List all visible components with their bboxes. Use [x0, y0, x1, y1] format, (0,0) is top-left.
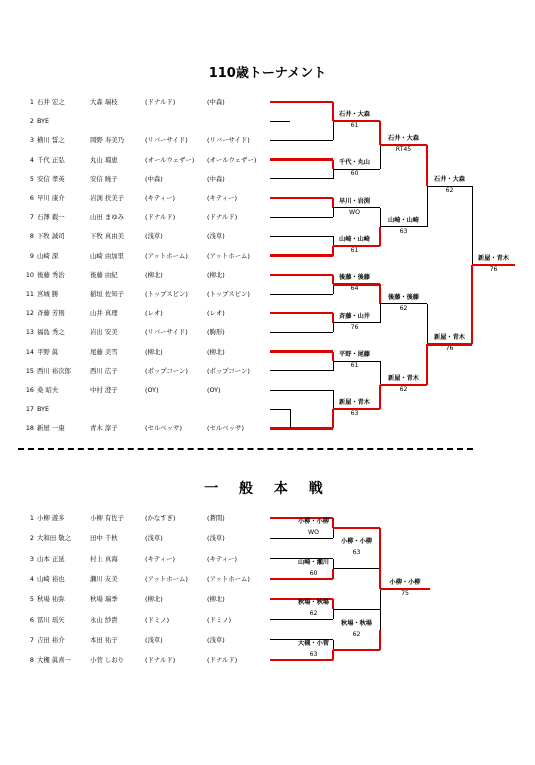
player-2-club: (ドナルド)	[207, 656, 238, 665]
bracket-line	[333, 568, 380, 569]
bracket-line	[333, 208, 334, 218]
match-winner-label: 小柳・小柳	[389, 579, 421, 587]
bracket-line	[270, 236, 333, 237]
bracket-line	[333, 207, 380, 208]
entry-number: 7	[29, 213, 34, 222]
entry-number: 18	[25, 424, 34, 433]
player-1-name: 平野 眞	[37, 347, 59, 356]
winner-bracket-line	[333, 245, 380, 248]
player-2-club: (中森)	[207, 98, 225, 106]
player-2-club: (駒形)	[207, 328, 225, 337]
entry-number: 15	[25, 366, 34, 375]
bracket-line	[333, 609, 380, 610]
entry-number: 11	[25, 290, 34, 298]
bracket-line	[270, 370, 333, 371]
match-winner-label: 山崎・山崎	[339, 236, 370, 243]
winner-bracket-line	[379, 121, 382, 145]
bracket-line	[333, 322, 380, 323]
player-2-name: 西川 広子	[90, 366, 118, 375]
player-2-club: (浅草)	[207, 635, 225, 644]
player-2-name: 小柳 有佐子	[90, 514, 124, 522]
match-winner-label: 石井・大森	[434, 176, 465, 183]
bracket-line	[333, 361, 334, 371]
entry-number: 17	[25, 405, 34, 414]
player-1-club: (レオ)	[145, 309, 163, 318]
winner-bracket-line	[379, 284, 382, 303]
player-1-club: (浅草)	[145, 232, 163, 241]
entry-number: 8	[29, 232, 34, 241]
player-1-name: 小柳 遊多	[37, 514, 65, 522]
match-winner-label: 山崎・瀬川	[298, 558, 329, 566]
entry-number: 8	[29, 656, 34, 665]
player-2-club: (トップスピン)	[207, 290, 250, 298]
player-2-club: (アットホーム)	[207, 574, 250, 583]
bracket-line	[270, 332, 333, 333]
bracket-line	[333, 361, 380, 362]
winner-bracket-line	[270, 197, 333, 200]
match-winner-label: 後藤・後藤	[339, 274, 370, 282]
player-1-club: (オールウェザー)	[145, 155, 195, 164]
bracket-line	[333, 169, 380, 170]
match-winner-label: 秋場・秋場	[341, 619, 372, 627]
match-score-label: 61	[350, 122, 359, 130]
player-2-name: 丸山 瑠恵	[90, 155, 118, 164]
player-2-name: 山崎 由加里	[90, 251, 124, 260]
player-2-name: 山井 真理	[90, 309, 118, 318]
entry-number: 4	[29, 155, 34, 164]
winner-bracket-line	[426, 344, 429, 385]
match-score-label: 76	[445, 345, 454, 353]
player-1-name: BYE	[37, 405, 49, 414]
player-2-club: (リバーサイド)	[207, 136, 250, 145]
entry-number: 9	[29, 251, 34, 260]
player-2-club: (柳北)	[207, 270, 225, 279]
player-2-name: 岡野 寿美乃	[90, 136, 124, 145]
bracket-line	[270, 140, 333, 141]
match-score-label: 60	[350, 170, 359, 178]
match-score-label: 64	[350, 285, 359, 293]
bracket-line	[270, 390, 333, 391]
entry-number: 7	[29, 635, 34, 644]
match-score-label: 62	[399, 304, 408, 312]
section-divider	[18, 448, 473, 450]
player-1-club: (柳北)	[145, 270, 163, 279]
player-1-name: 山本 正延	[37, 554, 65, 563]
player-1-club: (ドミノ)	[145, 615, 170, 624]
match-score-label: 61	[350, 247, 359, 254]
player-2-club: (浅草)	[207, 232, 225, 241]
player-2-club: (中森)	[207, 174, 225, 183]
winner-bracket-line	[332, 650, 335, 660]
player-1-club: (リバーサイド)	[145, 328, 188, 337]
winner-bracket-line	[333, 408, 380, 411]
player-2-club: (OY)	[207, 386, 221, 394]
bracket-line	[270, 409, 290, 410]
player-2-club: (アットホーム)	[207, 251, 250, 260]
match-winner-label: 新屋・青木	[434, 334, 465, 342]
match-winner-label: 斉藤・山井	[339, 312, 370, 320]
winner-bracket-line	[270, 350, 333, 353]
match-winner-label: 新屋・青木	[388, 375, 419, 383]
match-score-label: 63	[309, 650, 318, 658]
player-2-club: (キティー)	[207, 554, 238, 563]
bracket-line	[380, 361, 381, 385]
player-2-club: (セルベッサ)	[207, 424, 244, 433]
match-score-label: 75	[401, 590, 409, 598]
bracket-line	[380, 589, 381, 630]
bracket-line	[380, 226, 427, 227]
entry-number: 6	[29, 194, 34, 202]
player-2-name: 村上 真海	[90, 554, 118, 563]
player-2-name: 安信 暁子	[90, 174, 118, 183]
player-1-club: (セルベッサ)	[145, 424, 182, 433]
winner-bracket-line	[379, 227, 382, 246]
player-1-name: 福島 秀之	[37, 328, 65, 337]
player-1-club: (浅草)	[145, 534, 163, 543]
entry-number: 10	[25, 270, 34, 279]
match-winner-label: 後藤・後藤	[388, 293, 419, 301]
player-2-name: 中村 澄子	[90, 386, 118, 394]
player-1-name: 千代 正弘	[37, 155, 65, 164]
entry-number: 12	[25, 309, 34, 318]
bracket-line	[380, 145, 381, 169]
winner-bracket-line	[270, 659, 333, 662]
match-score-label: 62	[445, 187, 454, 194]
winner-bracket-line	[333, 283, 380, 286]
player-2-club: (ドミノ)	[207, 615, 232, 624]
player-1-club: (アットホーム)	[145, 574, 188, 583]
entry-number: 4	[29, 574, 34, 583]
bracket-line	[380, 208, 381, 227]
player-1-club: (浅草)	[145, 635, 163, 644]
match-winner-label: 山崎・山崎	[388, 216, 419, 224]
winner-bracket-line	[471, 265, 474, 344]
player-1-name: 斉藤 芳則	[37, 309, 65, 318]
player-1-name: 下牧 誠司	[37, 232, 65, 241]
player-2-name: 岩出 安美	[90, 328, 118, 337]
entry-number: 14	[25, 347, 34, 356]
match-winner-label: 新屋・青木	[478, 255, 509, 263]
match-winner-label: 小柳・小柳	[341, 538, 372, 546]
match-score-label: 61	[350, 362, 359, 370]
tournament-title: 110歳トーナメント	[208, 66, 327, 81]
bracket-line	[427, 186, 472, 187]
winner-bracket-line	[380, 384, 427, 387]
bracket-line	[270, 294, 333, 295]
winner-bracket-line	[333, 120, 380, 123]
match-score-label: 62	[399, 386, 408, 394]
player-1-name: BYE	[37, 117, 49, 126]
player-1-club: (ドナルド)	[145, 98, 176, 106]
match-score-label: RT45	[395, 146, 412, 154]
player-2-name: 下牧 真由美	[90, 232, 124, 241]
player-2-club: (キティー)	[207, 194, 238, 202]
match-score-label: 63	[352, 549, 361, 557]
match-score-label: 76	[350, 323, 359, 331]
bracket-line	[333, 528, 334, 538]
player-1-club: (柳北)	[145, 347, 163, 356]
winner-bracket-line	[270, 312, 333, 315]
bracket-line	[270, 121, 290, 122]
player-2-name: 永山 紗貴	[90, 615, 118, 624]
player-2-club: (ドナルド)	[207, 213, 238, 222]
winner-bracket-line	[332, 599, 335, 609]
bracket-line	[270, 178, 333, 179]
bracket-line	[333, 559, 334, 569]
player-2-name: 瀬川 友美	[90, 574, 118, 583]
match-winner-label: 石井・大森	[388, 135, 419, 143]
player-1-name: 石澤 毅一	[37, 213, 65, 222]
player-2-club: (レオ)	[207, 309, 225, 318]
player-2-name: 尾藤 美雪	[90, 347, 118, 356]
player-1-club: (ポップコーン)	[145, 366, 188, 375]
bracket-line	[333, 121, 334, 140]
entry-number: 1	[29, 98, 34, 106]
match-score-label: 63	[399, 227, 408, 235]
player-1-name: 横川 誓之	[37, 136, 65, 145]
bracket-line	[333, 284, 334, 294]
player-2-club: (蒼間)	[207, 514, 225, 522]
bracket-line	[270, 538, 333, 539]
match-score-label: 62	[352, 630, 361, 638]
player-2-club: (浅草)	[207, 534, 225, 543]
player-2-name: 稲垣 佐知子	[90, 290, 124, 298]
match-winner-label: 千代・丸山	[339, 159, 370, 167]
player-1-name: 新屋 一康	[37, 424, 65, 433]
player-1-name: 桑 昭夫	[37, 386, 59, 394]
match-score-label: 76	[489, 266, 498, 274]
match-score-label: WO	[349, 208, 360, 216]
match-winner-label: 秋場・秋場	[298, 599, 329, 607]
player-1-club: (アットホーム)	[145, 251, 188, 260]
player-1-name: 西川 裕次郎	[37, 366, 71, 375]
player-1-club: (キティー)	[145, 554, 176, 563]
player-1-name: 後藤 秀治	[37, 270, 65, 279]
player-1-name: 吉田 裕介	[37, 635, 65, 644]
player-2-name: 岩渕 扶美子	[90, 194, 124, 202]
winner-bracket-line	[270, 101, 333, 104]
player-1-name: 宮城 勝	[37, 290, 59, 298]
winner-bracket-line	[270, 274, 333, 277]
player-2-name: 山田 まゆみ	[90, 213, 124, 222]
match-score-label: WO	[308, 529, 319, 537]
player-2-name: 後藤 由紀	[90, 270, 118, 279]
player-2-name: 青木 淳子	[90, 424, 118, 433]
match-winner-label: 平野・尾藤	[339, 351, 370, 359]
entry-number: 5	[29, 174, 34, 183]
player-1-club: (かなすぎ)	[145, 514, 176, 522]
player-1-club: (柳北)	[145, 595, 163, 604]
player-2-name: 大森 瑞枝	[90, 98, 118, 106]
player-1-name: 山崎 裕也	[37, 574, 65, 583]
entry-number: 5	[29, 595, 34, 604]
winner-bracket-line	[380, 144, 427, 147]
bracket-line	[333, 323, 334, 333]
match-winner-label: 新屋・青木	[339, 399, 370, 407]
winner-bracket-line	[270, 254, 333, 257]
entry-number: 2	[29, 534, 34, 543]
player-2-name: 小菅 しおり	[90, 656, 124, 665]
entry-number: 2	[29, 117, 34, 126]
winner-bracket-line	[333, 649, 380, 652]
winner-bracket-line	[332, 409, 335, 428]
player-1-name: 山崎 深	[37, 251, 59, 260]
player-2-name: 秋場 瑞季	[90, 595, 118, 604]
bracket-line	[427, 304, 428, 345]
entry-number: 3	[29, 136, 34, 145]
bracket-line	[290, 409, 291, 428]
winner-bracket-line	[426, 145, 429, 186]
player-1-name: 秋場 祐弥	[37, 595, 65, 604]
player-1-name: 冨川 瑶矢	[37, 615, 65, 624]
general-title: 一 般 本 戦	[204, 481, 331, 497]
match-score-label: 63	[350, 410, 359, 418]
entry-number: 6	[29, 615, 34, 624]
match-winner-label: 早川・岩渕	[339, 197, 370, 205]
player-1-name: 安信 孝英	[37, 174, 65, 183]
match-score-label: 62	[309, 610, 318, 618]
player-1-name: 石井 宏之	[37, 98, 65, 106]
winner-bracket-line	[379, 630, 382, 650]
bracket-line	[380, 304, 381, 323]
player-1-club: (リバーサイド)	[145, 136, 188, 145]
winner-bracket-line	[333, 527, 380, 530]
player-1-name: 早川 康介	[37, 194, 65, 202]
player-1-club: (ドナルド)	[145, 213, 176, 222]
player-1-name: 大槻 眞喜一	[37, 656, 71, 665]
bracket-line	[333, 390, 334, 409]
match-winner-label: 小柳・小柳	[298, 518, 329, 526]
bracket-line	[270, 619, 333, 620]
winner-bracket-line	[379, 385, 382, 409]
bracket-line	[270, 217, 333, 218]
winner-bracket-line	[270, 427, 333, 430]
player-2-name: 本田 祐子	[90, 635, 118, 644]
player-1-club: (キティー)	[145, 194, 176, 202]
match-winner-label: 石井・大森	[339, 111, 370, 119]
player-2-club: (柳北)	[207, 347, 225, 356]
winner-bracket-line	[270, 578, 333, 581]
player-2-name: 田中 千秋	[90, 534, 118, 543]
bracket-line	[333, 609, 334, 619]
player-1-club: (中森)	[145, 174, 163, 183]
match-score-label: 60	[309, 569, 318, 577]
winner-bracket-line	[270, 158, 333, 161]
entry-number: 16	[25, 386, 34, 394]
player-2-club: (ポップコーン)	[207, 366, 250, 375]
bracket-line	[333, 169, 334, 179]
bracket-line	[472, 186, 473, 265]
winner-bracket-line	[332, 246, 335, 256]
player-2-club: (オールウェザー)	[207, 155, 257, 164]
winner-bracket-line	[332, 102, 335, 121]
player-1-club: (トップスピン)	[145, 290, 188, 298]
bracket-line	[380, 303, 427, 304]
entry-number: 13	[25, 328, 34, 337]
entry-number: 1	[29, 514, 34, 522]
player-1-club: (OY)	[145, 386, 159, 394]
entry-number: 3	[29, 554, 34, 563]
player-1-club: (ドナルド)	[145, 656, 176, 665]
bracket-line	[427, 186, 428, 227]
player-1-name: 大和田 敬之	[37, 534, 71, 543]
winner-bracket-line	[427, 343, 472, 346]
winner-bracket-line	[379, 548, 382, 589]
winner-bracket-line	[379, 528, 382, 548]
match-winner-label: 大槻・小菅	[298, 639, 329, 647]
winner-bracket-line	[332, 569, 335, 579]
player-2-club: (柳北)	[207, 595, 225, 604]
